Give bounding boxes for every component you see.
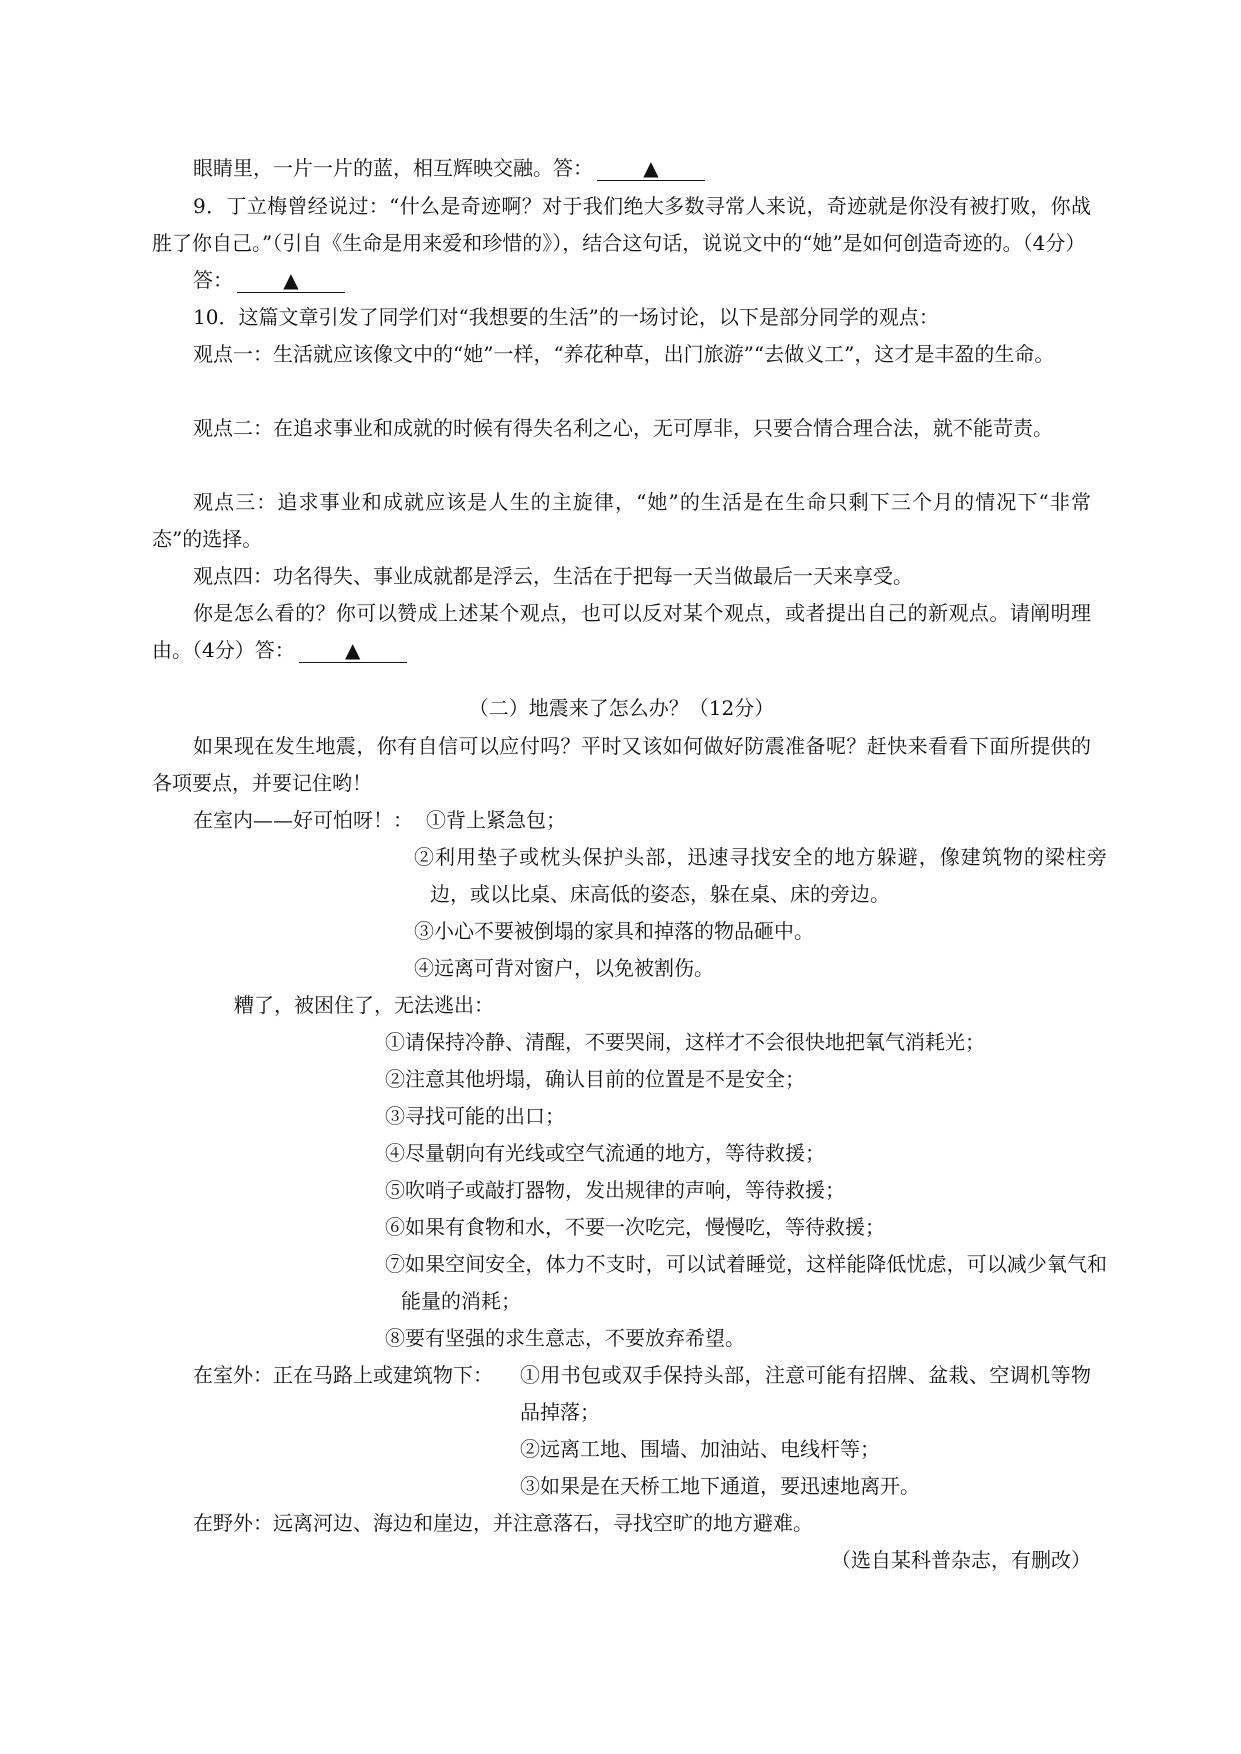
indoor-item-4: ④远离可背对窗户，以免被割伤。	[414, 956, 714, 980]
question-9: 9．丁立梅曾经说过：“什么是奇迹啊？对于我们绝大多数寻常人来说，奇迹就是你没有被打败，你战胜了你自己。”（引自《生命是用来爱和珍惜的》），结合这句话，说说文中的“她”是如何创造奇迹的。（4分）	[152, 194, 1091, 255]
trapped-item-3: ③寻找可能的出口；	[385, 1104, 565, 1128]
trapped-item-2: ②注意其他坍塌，确认目前的位置是不是安全；	[385, 1067, 805, 1091]
source-note: （选自某科普杂志，有删改）	[831, 1548, 1091, 1572]
trapped-item-4: ④尽量朝向有光线或空气流通的地方，等待救援；	[385, 1141, 825, 1165]
outdoor-label: 在室外：正在马路上或建筑物下：	[193, 1363, 493, 1387]
indoor-item-3: ③小心不要被倒塌的家具和掉落的物品砸中。	[414, 919, 814, 943]
trapped-item-6: ⑥如果有食物和水，不要一次吃完，慢慢吃，等待救援；	[385, 1215, 885, 1239]
answer-blank[interactable]	[299, 638, 407, 663]
trapped-item-1: ①请保持冷静、清醒，不要哭闹，这样才不会很快地把氧气消耗光；	[385, 1030, 985, 1054]
outdoor-item-1: ①用书包或双手保持头部，注意可能有招牌、盆栽、空调机等物品掉落；	[520, 1363, 1091, 1424]
q9-answer-line	[193, 262, 345, 299]
trapped-label: 糟了，被困住了，无法逃出：	[234, 993, 494, 1017]
answer-triangle-icon: ▲	[643, 156, 659, 180]
question-10-prompt-text: 你是怎么看的？你可以赞成上述某个观点，也可以反对某个观点，或者提出自己的新观点。请阐明理由。（4分）答：	[152, 601, 1091, 662]
outdoor-item-3: ③如果是在天桥工地下通道，要迅速地离开。	[520, 1474, 920, 1498]
answer-triangle-icon: ▲	[345, 638, 361, 662]
wild-tip: 在野外：远离河边、海边和崖边，并注意落石，寻找空旷的地方避难。	[193, 1511, 813, 1535]
q8-tail-text: 眼睛里，一片一片的蓝，相互辉映交融。答：	[193, 156, 593, 180]
answer-blank[interactable]	[597, 156, 705, 181]
question-10-view-3: 观点三：追求事业和成就应该是人生的主旋律，“她”的生活是在生命只剩下三个月的情况下“非常态”的选择。	[152, 490, 1091, 551]
question-10-view-4: 观点四：功名得失、事业成就都是浮云，生活在于把每一天当做最后一天来享受。	[193, 564, 913, 588]
question-10-prompt	[152, 595, 1091, 669]
indoor-item-2: ②利用垫子或枕头保护头部，迅速寻找安全的地方躲避，像建筑物的梁柱旁边，或以比桌、床高低的姿态，躲在桌、床的旁边。	[414, 845, 1107, 906]
question-10-view-1: 观点一：生活就应该像文中的“她”一样，“养花种草，出门旅游”“去做义工”，这才是丰盈的生命。	[193, 342, 1055, 366]
answer-blank[interactable]	[237, 268, 345, 293]
trapped-item-7: ⑦如果空间安全，体力不支时，可以试着睡觉，这样能降低忧虑，可以减少氧气和能量的消耗；	[385, 1252, 1107, 1313]
trapped-item-8: ⑧要有坚强的求生意志，不要放弃希望。	[385, 1326, 745, 1350]
answer-label: 答：	[193, 268, 233, 292]
question-10-intro: 10．这篇文章引发了同学们对“我想要的生活”的一场讨论，以下是部分同学的观点：	[193, 305, 939, 329]
outdoor-item-2: ②远离工地、围墙、加油站、电线杆等；	[520, 1437, 880, 1461]
trapped-item-5: ⑤吹哨子或敲打器物，发出规律的声响，等待救援；	[385, 1178, 845, 1202]
indoor-item-1: ①背上紧急包；	[426, 808, 566, 832]
q8-answer-line	[193, 150, 705, 187]
answer-triangle-icon: ▲	[283, 268, 299, 292]
section-2-title: （二）地震来了怎么办？（12分）	[468, 696, 775, 720]
question-10-view-2: 观点二：在追求事业和成就的时候有得失名利之心，无可厚非，只要合情合理合法，就不能苛责。	[193, 416, 1053, 440]
section-2-intro: 如果现在发生地震，你有自信可以应付吗？平时又该如何做好防震准备呢？赶快来看看下面所提供的各项要点，并要记住哟！	[152, 734, 1091, 795]
indoor-label: 在室内——好可怕呀！：	[193, 808, 413, 832]
